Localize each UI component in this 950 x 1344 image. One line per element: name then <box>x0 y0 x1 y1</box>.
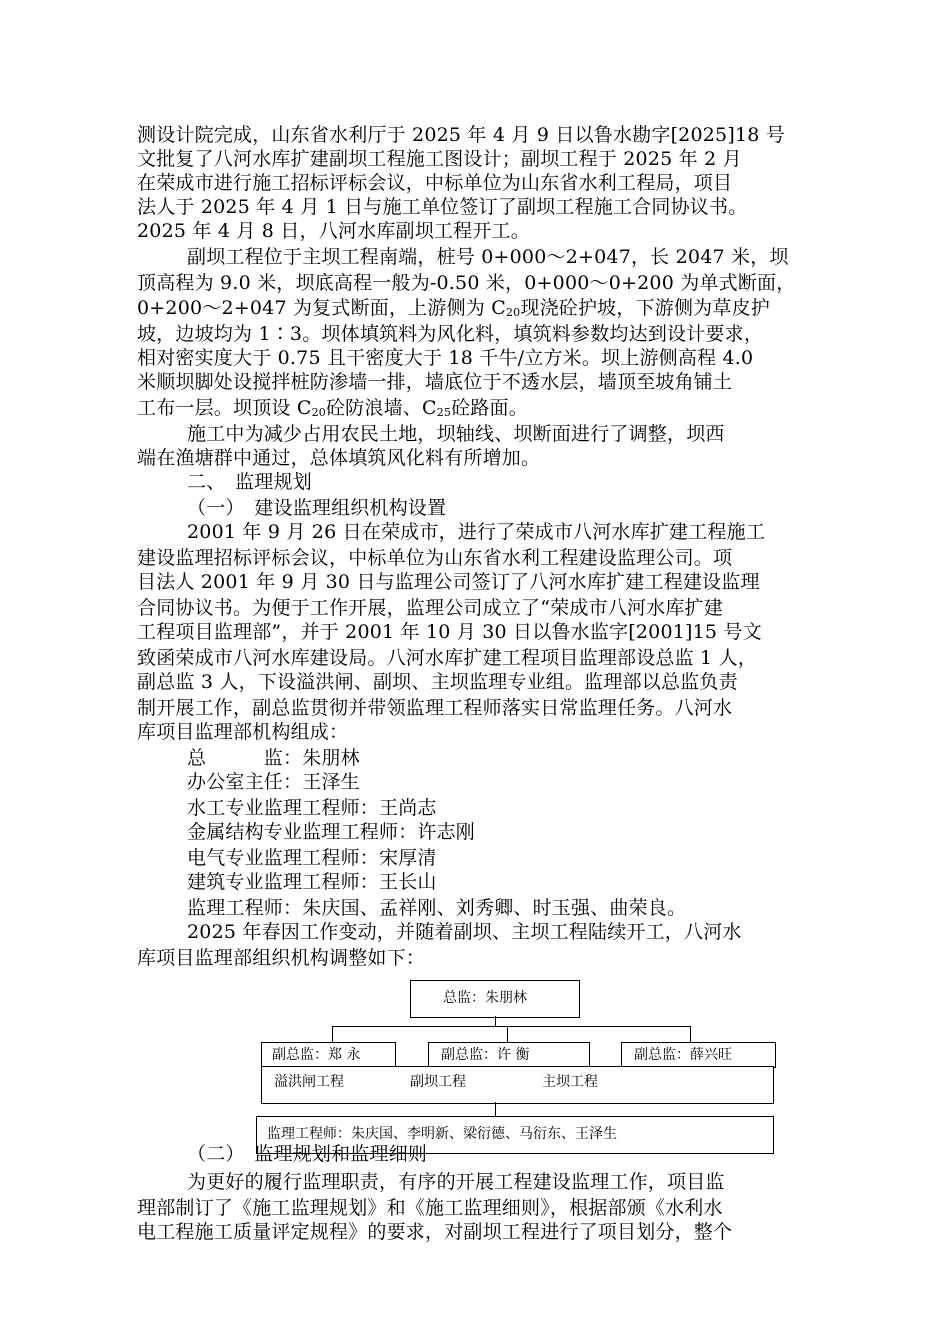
staff-item: 金属结构专业监理工程师：许志刚 <box>187 821 476 843</box>
subsection-heading: （一） 建设监理组织机构设置 <box>187 497 447 519</box>
connector-line <box>495 1016 496 1026</box>
unit-label: 溢洪闸工程 <box>274 1074 344 1090</box>
deputy-label: 副总监：郑 永 <box>272 1047 361 1063</box>
subscript: 20 <box>311 406 326 419</box>
text-segment: 0+200～2+047 为复式断面，上游侧为 C <box>137 297 506 319</box>
paragraph-1-line: 2025 年 4 月 8 日，八河水库副坝工程开工。 <box>137 220 530 242</box>
paragraph-6-line: 理部制订了《施工监理规划》和《施工监理细则》，根据部颁《水利水 <box>137 1197 723 1219</box>
deputy-box <box>261 1042 396 1068</box>
paragraph-2-line <box>137 296 837 325</box>
paragraph-6-line: 为更好的履行监理职责，有序的开展工程建设监理工作，项目监 <box>187 1171 725 1193</box>
paragraph-2-line: 相对密实度大于 0.75 且干密度大于 18 千牛/立方米。坝上游侧高程 4.0 <box>137 347 754 369</box>
paragraph-2-line: 米顺坝脚处设搅拌桩防渗墙一排，墙底位于不透水层，墙顶至坡角铺土 <box>137 371 733 393</box>
connector-line <box>495 1102 496 1116</box>
subscript: 25 <box>436 406 452 419</box>
engineers-label: 监理工程师：朱庆国、李明新、梁衍德、马衍东、王泽生 <box>267 1126 617 1142</box>
staff-item: 监理工程师：朱庆国、孟祥刚、刘秀卿、时玉强、曲荣良。 <box>187 897 687 919</box>
paragraph-4-line: 库项目监理部机构组成： <box>137 721 349 743</box>
subsection-heading: （二） 监理规划和监理细则 <box>187 1143 428 1165</box>
connector-line <box>690 1026 691 1042</box>
chief-label: 总监：朱朋林 <box>443 990 527 1006</box>
text-segment: 工布一层。坝顶设 C <box>137 397 312 419</box>
staff-item: 总 监：朱朋林 <box>187 747 360 769</box>
text-segment: 砼路面。 <box>451 397 528 419</box>
staff-item: 建筑专业监理工程师：王长山 <box>187 871 437 893</box>
staff-item: 电气专业监理工程师：宋厚清 <box>187 847 437 869</box>
paragraph-4-line: 制开展工作，副总监贯彻并带领监理工程师落实日常监理任务。八河水 <box>137 697 733 719</box>
paragraph-4-line: 副总监 3 人，下设溢洪闸、副坝、主坝监理专业组。监理部以总监负责 <box>137 671 738 693</box>
paragraph-4-line: 目法人 2001 年 9 月 30 日与监理公司签订了八河水库扩建工程建设监理 <box>137 571 760 593</box>
paragraph-1-line: 在荣成市进行施工招标评标会议，中标单位为山东省水利工程局，项目 <box>137 172 733 194</box>
paragraph-3-line: 施工中为减少占用农民土地，坝轴线、坝断面进行了调整，坝西 <box>187 423 725 445</box>
text-segment: 砼防浪墙、C <box>325 397 437 419</box>
paragraph-1-line: 法人于 2025 年 4 月 1 日与施工单位签订了副坝工程施工合同协议书。 <box>137 196 748 218</box>
paragraph-1-line: 文批复了八河水库扩建副坝工程施工图设计；副坝工程于 2025 年 2 月 <box>137 148 742 170</box>
connector-line <box>332 1026 690 1027</box>
deputy-label: 副总监：许 衡 <box>441 1047 530 1063</box>
paragraph-5-line: 库项目监理部组织机构调整如下： <box>137 947 426 969</box>
paragraph-1-line: 测设计院完成，山东省水利厅于 2025 年 4 月 9 日以鲁水勘字[2025]18 号 <box>137 124 785 146</box>
staff-item: 水工专业监理工程师：王尚志 <box>187 797 437 819</box>
paragraph-2-line: 坡，边坡均为 1∶3。坝体填筑料为风化料，填筑料参数均达到设计要求， <box>137 323 764 345</box>
paragraph-4-line: 合同协议书。为便于工作开展，监理公司成立了“荣成市八河水库扩建 <box>137 597 723 619</box>
chief-box <box>410 980 580 1018</box>
paragraph-2-line: 顶高程为 9.0 米，坝底高程一般为-0.50 米，0+000～0+200 为单式断面， <box>137 272 796 294</box>
units-box <box>261 1066 774 1104</box>
text-segment: 现浇砼护坡，下游侧为草皮护 <box>520 297 770 319</box>
paragraph-2-line <box>137 396 837 425</box>
paragraph-2-line: 副坝工程位于主坝工程南端，桩号 0+000～2+047，长 2047 米，坝 <box>187 246 789 268</box>
unit-label: 主坝工程 <box>542 1074 598 1090</box>
section-heading: 二、 监理规划 <box>187 471 312 493</box>
paragraph-4-line: 建设监理招标评标会议，中标单位为山东省水利工程建设监理公司。项 <box>137 547 733 569</box>
unit-label: 副坝工程 <box>410 1074 466 1090</box>
staff-item: 办公室主任：王泽生 <box>187 771 360 793</box>
paragraph-3-line: 端在渔塘群中通过，总体填筑风化料有所增加。 <box>137 447 541 469</box>
connector-line <box>332 1026 333 1042</box>
deputy-box <box>621 1042 776 1068</box>
deputy-label: 副总监：薛兴旺 <box>634 1047 732 1063</box>
subscript: 20 <box>505 306 521 319</box>
deputy-box <box>428 1042 590 1068</box>
paragraph-6-line: 电工程施工质量评定规程》的要求，对副坝工程进行了项目划分，整个 <box>137 1221 733 1243</box>
paragraph-4-line: 2001 年 9 月 26 日在荣成市，进行了荣成市八河水库扩建工程施工 <box>187 521 766 543</box>
connector-line <box>507 1026 508 1042</box>
paragraph-4-line: 致函荣成市八河水库建设局。八河水库扩建工程项目监理部设总监 1 人， <box>137 647 757 669</box>
paragraph-5-line: 2025 年春因工作变动，并随着副坝、主坝工程陆续开工，八河水 <box>187 921 742 943</box>
paragraph-4-line: 工程项目监理部”，并于 2001 年 10 月 30 日以鲁水监字[2001]15 号文 <box>137 621 762 643</box>
